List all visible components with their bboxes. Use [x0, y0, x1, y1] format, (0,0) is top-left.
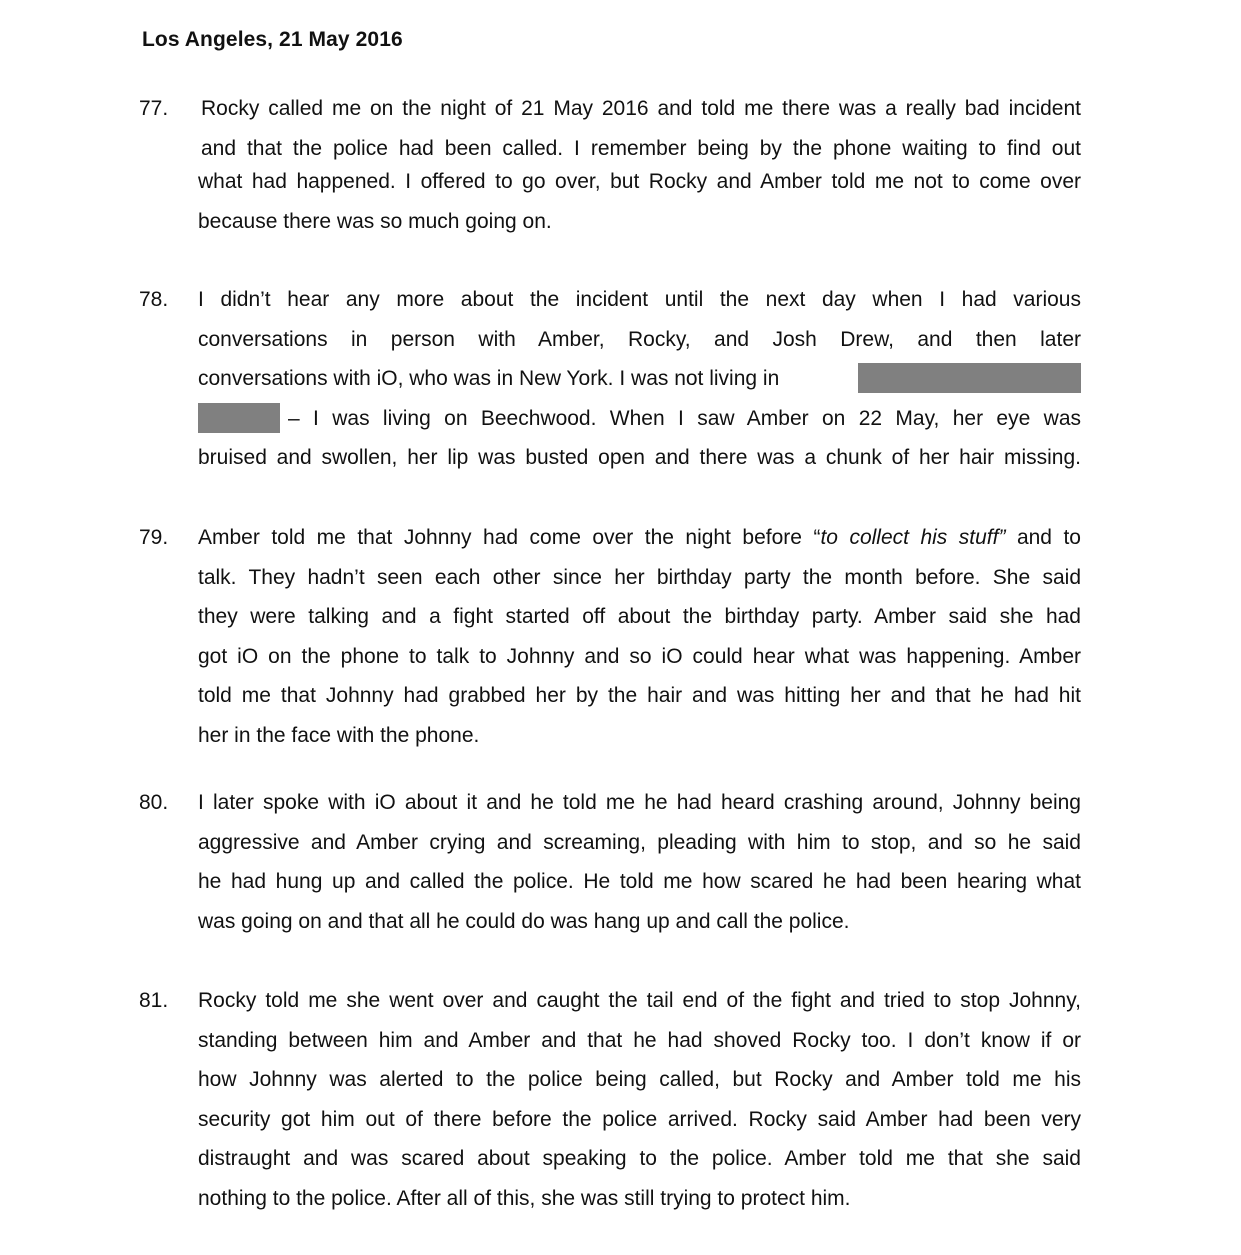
page-heading: Los Angeles, 21 May 2016: [142, 28, 403, 51]
paragraph-text: [198, 280, 1081, 478]
paragraph-text: [201, 89, 1081, 129]
text-line: security got him out of there before the police arrived. Rocky said Amber had been very: [198, 1107, 1081, 1131]
paragraph-text: [198, 518, 1081, 756]
paragraph-number: 77.: [139, 97, 169, 120]
text-line: standing between him and Amber and that he had shoved Rocky too. I don’t know if or: [198, 1028, 1081, 1052]
text-line: Rocky called me on the night of 21 May 2016 and told me there was a really bad incident: [201, 97, 1081, 120]
paragraph-number: 80.: [139, 791, 169, 814]
text-line: told me that Johnny had grabbed her by the hair and was hitting her and that he had hit: [198, 684, 1081, 708]
paragraph-number: 81.: [139, 989, 169, 1012]
text-segment: conversations with iO, who was in New York. I was not living in: [198, 367, 780, 391]
text-line: [198, 359, 1081, 399]
text-line: was going on and that all he could do was hang up and call the police.: [198, 909, 850, 933]
text-line: I later spoke with iO about it and he told me he had heard crashing around, Johnny being: [198, 791, 1081, 814]
text-segment: and to: [1005, 526, 1081, 549]
text-line: nothing to the police. After all of this, she was still trying to protect him.: [198, 1186, 851, 1210]
text-line: how Johnny was alerted to the police being called, but Rocky and Amber told me his: [198, 1068, 1081, 1092]
text-line: [198, 518, 1081, 558]
text-line: [198, 399, 1081, 439]
text-line: aggressive and Amber crying and screaming, pleading with him to stop, and so he said: [198, 830, 1081, 854]
text-line: her in the face with the phone.: [198, 723, 480, 747]
text-segment: – I was living on Beechwood. When I saw Amber on 22 May, her eye was: [288, 406, 1081, 430]
redaction-block: [198, 403, 280, 433]
text-line: what had happened. I offered to go over, but Rocky and Amber told me not to come over: [198, 170, 1081, 193]
text-line: Rocky told me she went over and caught the tail end of the fight and tried to stop Johnny,: [198, 989, 1081, 1012]
text-line: and that the police had been called. I remember being by the phone waiting to find out: [201, 136, 1081, 160]
text-line: conversations in person with Amber, Rocky, and Josh Drew, and then later: [198, 327, 1081, 351]
text-line: got iO on the phone to talk to Johnny and so iO could hear what was happening. Amber: [198, 644, 1081, 668]
paragraph-text: [198, 783, 1081, 941]
text-segment: Amber told me that Johnny had come over the night before “: [198, 526, 821, 549]
text-line: distraught and was scared about speaking to the police. Amber told me that she said: [198, 1147, 1081, 1171]
text-line: they were talking and a fight started off about the birthday party. Amber said she had: [198, 605, 1081, 629]
text-line: talk. They hadn’t seen each other since her birthday party the month before. She said: [198, 565, 1081, 589]
paragraph-text: [198, 162, 1081, 241]
text-line: he had hung up and called the police. He told me how scared he had been hearing what: [198, 870, 1081, 894]
paragraph-number: 79.: [139, 526, 169, 549]
text-line: bruised and swollen, her lip was busted open and there was a chunk of her hair missing.: [198, 446, 1081, 470]
redaction-block: [858, 363, 1081, 393]
paragraph-text: [198, 981, 1081, 1219]
text-line: I didn’t hear any more about the incident until the next day when I had various: [198, 288, 1081, 311]
paragraph-number: 78.: [139, 288, 169, 311]
text-line: because there was so much going on.: [198, 209, 552, 233]
quoted-phrase: to collect his stuff”: [820, 526, 1006, 549]
